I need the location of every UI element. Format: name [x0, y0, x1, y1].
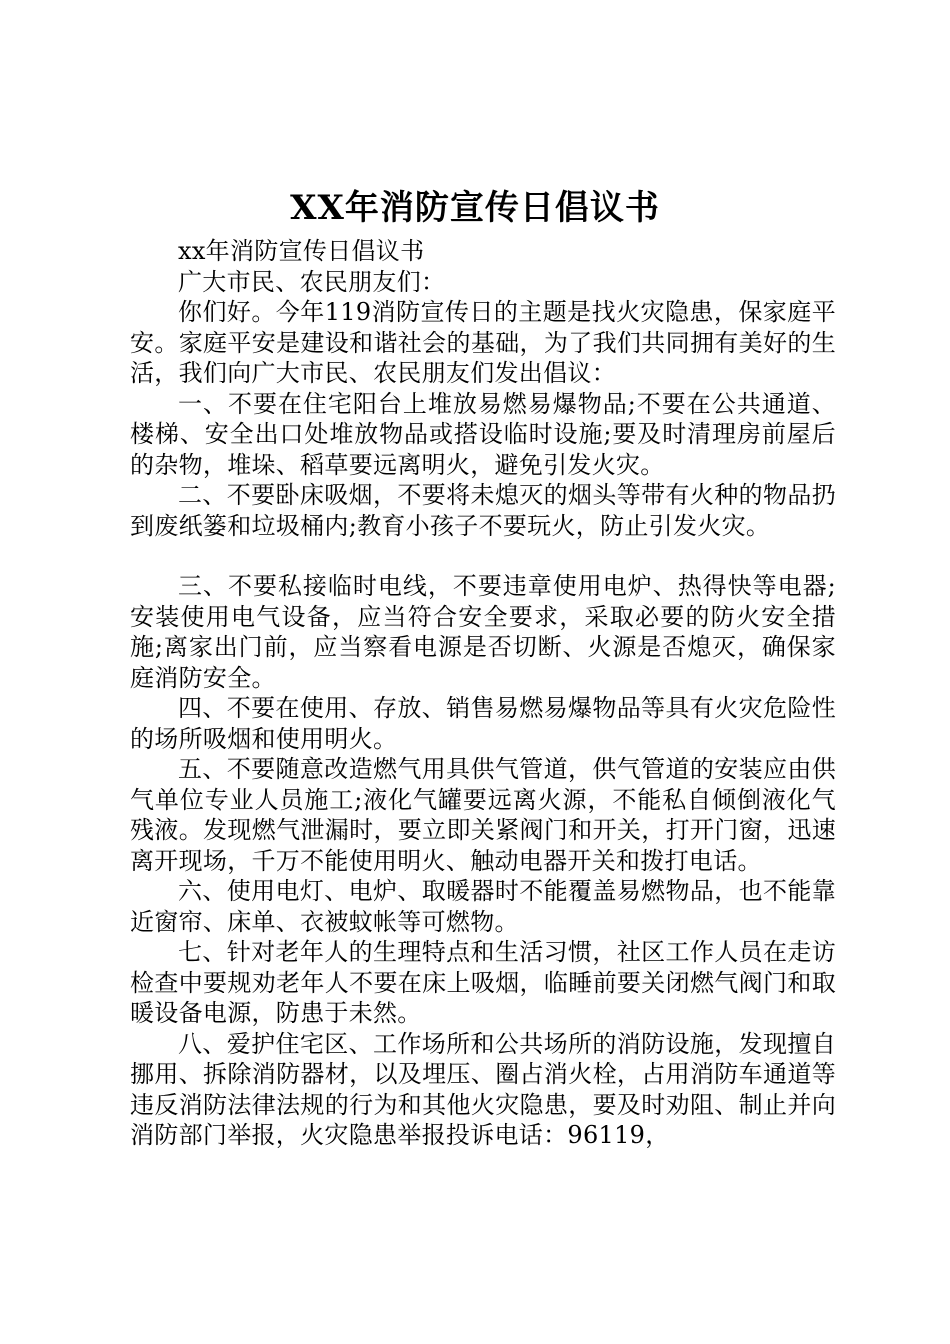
- item-2-paragraph: 二、不要卧床吸烟，不要将未熄灭的烟头等带有火种的物品扔到废纸篓和垃圾桶内;教育小孩子不要玩火，防止引发火灾。: [130, 481, 836, 540]
- salutation: 广大市民、农民朋友们：: [178, 267, 446, 296]
- item-6-paragraph: 六、使用电灯、电炉、取暖器时不能覆盖易燃物品，也不能靠近窗帘、床单、衣被蚊帐等可燃物。: [130, 877, 836, 936]
- item-7-paragraph: 七、针对老年人的生理特点和生活习惯，社区工作人员在走访检查中要规劝老年人不要在床上吸烟，临睡前要关闭燃气阀门和取暖设备电源，防患于未然。: [130, 938, 836, 1027]
- item-5-paragraph: 五、不要随意改造燃气用具供气管道，供气管道的安装应由供气单位专业人员施工;液化气罐要远离火源，不能私自倾倒液化气残液。发现燃气泄漏时，要立即关紧阀门和开关，打开门窗，迅速离开现场，千万不能使用明火、触动电器开关和拨打电话。: [130, 755, 836, 875]
- item-8-paragraph: 八、爱护住宅区、工作场所和公共场所的消防设施，发现擅自挪用、拆除消防器材，以及埋压、圈占消火栓，占用消防车通道等违反消防法律法规的行为和其他火灾隐患，要及时劝阻、制止并向消防部门举报，火灾隐患举报投诉电话：96119，: [130, 1029, 836, 1149]
- item-1-paragraph: 一、不要在住宅阳台上堆放易燃易爆物品;不要在公共通道、楼梯、安全出口处堆放物品或搭设临时设施;要及时清理房前屋后的杂物，堆垛、稻草要远离明火，避免引发火灾。: [130, 389, 836, 479]
- item-3-paragraph: 三、不要私接临时电线，不要违章使用电炉、热得快等电器;安装使用电气设备，应当符合安全要求，采取必要的防火安全措施;离家出门前，应当察看电源是否切断、火源是否熄灭，确保家庭消防安全。: [130, 572, 836, 692]
- doc-subtitle: xx年消防宣传日倡议书: [178, 237, 425, 265]
- document-title: XX年消防宣传日倡议书: [290, 188, 660, 228]
- intro-paragraph: 你们好。今年119消防宣传日的主题是找火灾隐患，保家庭平安。家庭平安是建设和谐社会的基础，为了我们共同拥有美好的生活，我们向广大市民、农民朋友们发出倡议：: [130, 298, 836, 387]
- item-4-paragraph: 四、不要在使用、存放、销售易燃易爆物品等具有火灾危险性的场所吸烟和使用明火。: [130, 694, 836, 753]
- document-body: [130, 236, 836, 1151]
